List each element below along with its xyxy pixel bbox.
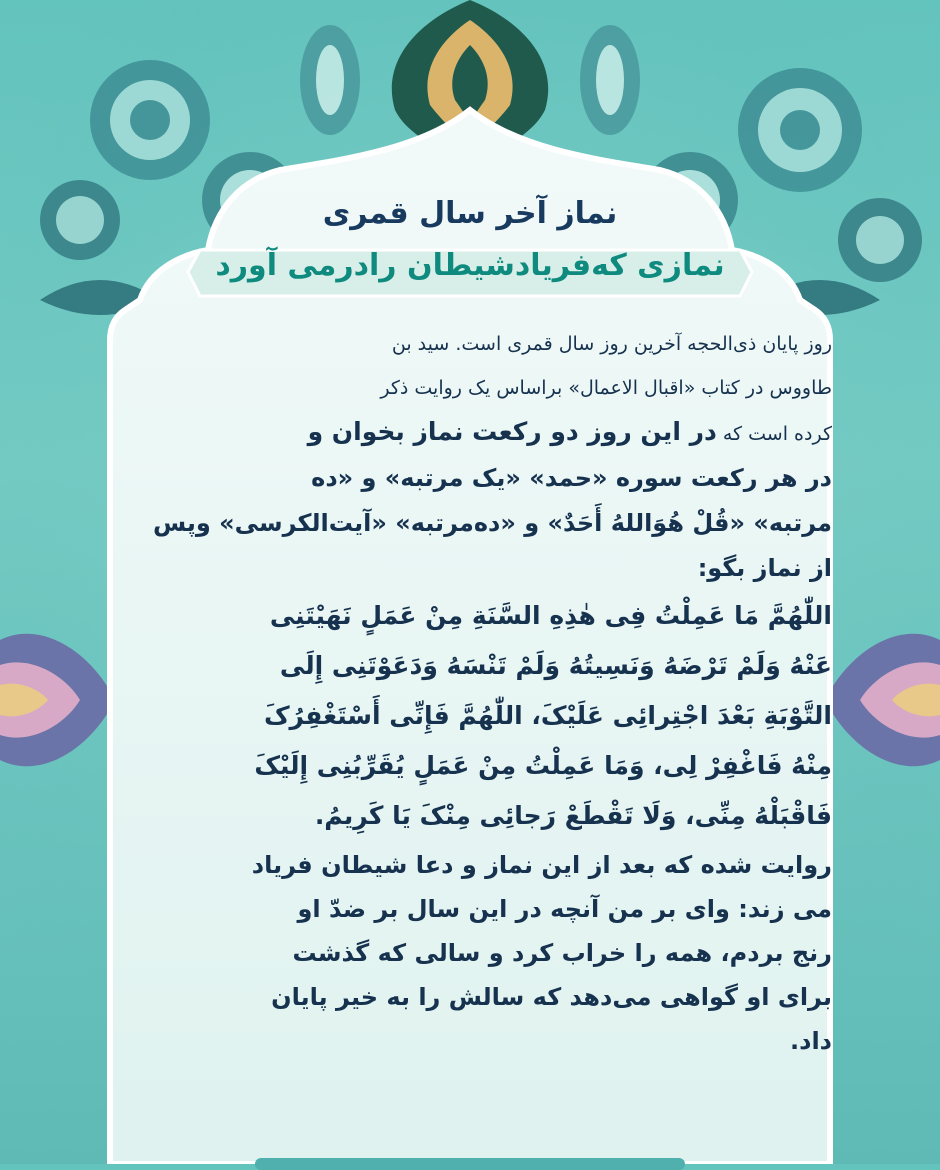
intro-line-emphasis: در این روز دو رکعت نماز بخوان و <box>307 417 717 446</box>
prayer-text <box>142 591 832 841</box>
intro-line-plain: کرده است که <box>722 423 832 445</box>
outro-line: برای او گواهی می‌دهد که سالش را به خیر پایان <box>271 983 832 1011</box>
outro-line: داد. <box>790 1027 832 1055</box>
prayer-line: فَاقْبَلْهُ مِنِّی، وَلَا تَقْطَعْ رَجائِی مِنْکَ یَا کَرِیمُ. <box>314 801 832 830</box>
intro-line: روز پایان ذی‌الحجه آخرین روز سال قمری است. سید بن <box>391 333 832 355</box>
prayer-line: اللّٰهُمَّ مَا عَمِلْتُ فِی هٰذِهِ السَّنَةِ مِنْ عَمَلٍ نَهَیْتَنِی <box>269 601 832 630</box>
instruction-line: در هر رکعت سوره «حمد» «یک مرتبه» و «ده <box>311 464 832 492</box>
instruction-line: از نماز بگو: <box>697 554 832 582</box>
outro-line: رنج بردم، همه را خراب کرد و سالی که گذشت <box>292 939 832 967</box>
intro-line: طاووس در کتاب «اقبال الاعمال» براساس یک روایت ذکر <box>380 377 832 399</box>
title-block <box>210 190 730 286</box>
page-subtitle: نمازی که‌فریادشیطان رادرمی آورد <box>215 248 725 283</box>
outro-line: روایت شده که بعد از این نماز و دعا شیطان فریاد <box>251 851 832 879</box>
prayer-line: عَنْهُ وَلَمْ تَرْضَهُ وَنَسِیتُهُ وَلَمْ تَنْسَهُ وَدَعَوْتَنِی إِلَی <box>279 651 832 680</box>
outro-paragraph <box>142 843 832 1063</box>
intro-line <box>142 410 832 456</box>
page-title: نماز آخر سال قمری <box>322 196 618 231</box>
article-body <box>142 322 832 1063</box>
instruction-line: مرتبه» «قُلْ هُوَاللهُ أَحَدٌ» و «ده‌مرتبه» «آیت‌الکرسی» وپس <box>152 509 832 537</box>
instructions-paragraph <box>142 456 832 591</box>
prayer-line: التَّوْبَةِ بَعْدَ اجْتِرائِی عَلَیْکَ، اللّٰهُمَّ فَإِنِّی أَسْتَغْفِرُکَ <box>263 701 832 730</box>
outro-line: می زند: وای بر من آنچه در این سال بر ضدّ او <box>297 895 832 923</box>
intro-paragraph <box>142 322 832 456</box>
prayer-line: مِنْهُ فَاغْفِرْ لِی، وَمَا عَمِلْتُ مِنْ عَمَلٍ یُقَرِّبُنِی إِلَیْکَ <box>254 751 832 780</box>
bottom-bar <box>255 1158 685 1170</box>
